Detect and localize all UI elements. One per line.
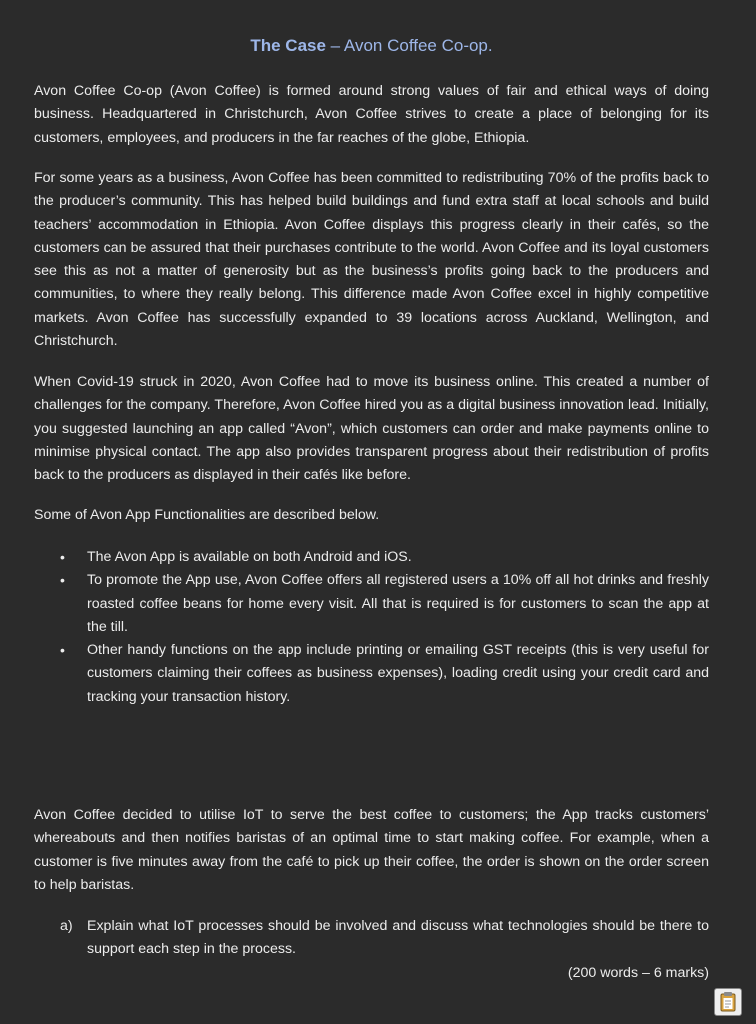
page-title (34, 34, 709, 57)
list-item (34, 569, 709, 639)
list-item-text: The Avon App is available on both Android and iOS. (87, 549, 412, 565)
list-item (34, 639, 709, 709)
list-item-text: Other handy functions on the app include printing or emailing GST receipts (this is very useful for customers claiming their coffees as business expenses), loading credit using your credit card and tracking your transaction history. (87, 642, 709, 705)
functionalities-heading: Some of Avon App Functionalities are described below. (34, 507, 380, 523)
list-item-text: To promote the App use, Avon Coffee offers all registered users a 10% off all hot drinks and freshly roasted coffee beans for home every visit. All that is required is for customers to scan the app at the till. (87, 572, 709, 635)
intro-paragraph: Avon Coffee Co-op (Avon Coffee) is formed around strong values of fair and ethical ways of doing business. Headquartered in Christchurch, Avon Coffee strives to create a place of belonging for its customers, employees, and producers in the far reaches of the globe, Ethiopia. (34, 83, 709, 146)
iot-paragraph: Avon Coffee decided to utilise IoT to serve the best coffee to customers; the App tracks customers’ whereabouts and then notifies baristas of an optimal time to start making coffee. For example, when a customer is five minutes away from the café to pick up their coffee, the order is shown on the order screen to help baristas. (34, 807, 709, 893)
question-text: Explain what IoT processes should be involved and discuss what technologies should be there to support each step in the process. (87, 918, 709, 958)
title-bold: The Case (250, 36, 326, 55)
marks-label: (200 words – 6 marks) (567, 965, 709, 981)
functionalities-list (34, 546, 709, 709)
bullet-icon: • (60, 549, 65, 565)
bullet-icon: • (60, 642, 65, 659)
bullet-icon: • (60, 572, 65, 589)
list-item (34, 546, 709, 569)
covid-paragraph: When Covid-19 struck in 2020, Avon Coffee had to move its business online. This created a number of challenges for the company. Therefore, Avon Coffee hired you as a digital business innovation lead. Initially, you suggested launching an app called “Avon”, which customers can order and make payments online to minimise physical contact. The app also provides transparent progress about their redistribution of profits back to the producers as displayed in their cafés like before. (34, 374, 709, 484)
question-label: a) (60, 918, 73, 934)
title-rest: Avon Coffee Co-op. (343, 36, 493, 55)
clipboard-icon[interactable] (714, 988, 742, 1016)
title-dash: – (325, 36, 344, 55)
question-a (34, 915, 709, 962)
profits-paragraph: For some years as a business, Avon Coffee has been committed to redistributing 70% of the profits back to the producer’s community. This has helped build buildings and fund extra staff at local schools and build teachers’ accommodation in Ethiopia. Avon Coffee displays this progress clearly in their cafés, so the customers can be assured that their purchases contribute to the world. Avon Coffee and its loyal customers see this as not a matter of generosity but as the business’s profits going back to the producers and communities, to where they really belong. This difference made Avon Coffee excel in highly competitive markets. Avon Coffee has successfully expanded to 39 locations across Auckland, Wellington, and Christchurch. (34, 170, 709, 350)
